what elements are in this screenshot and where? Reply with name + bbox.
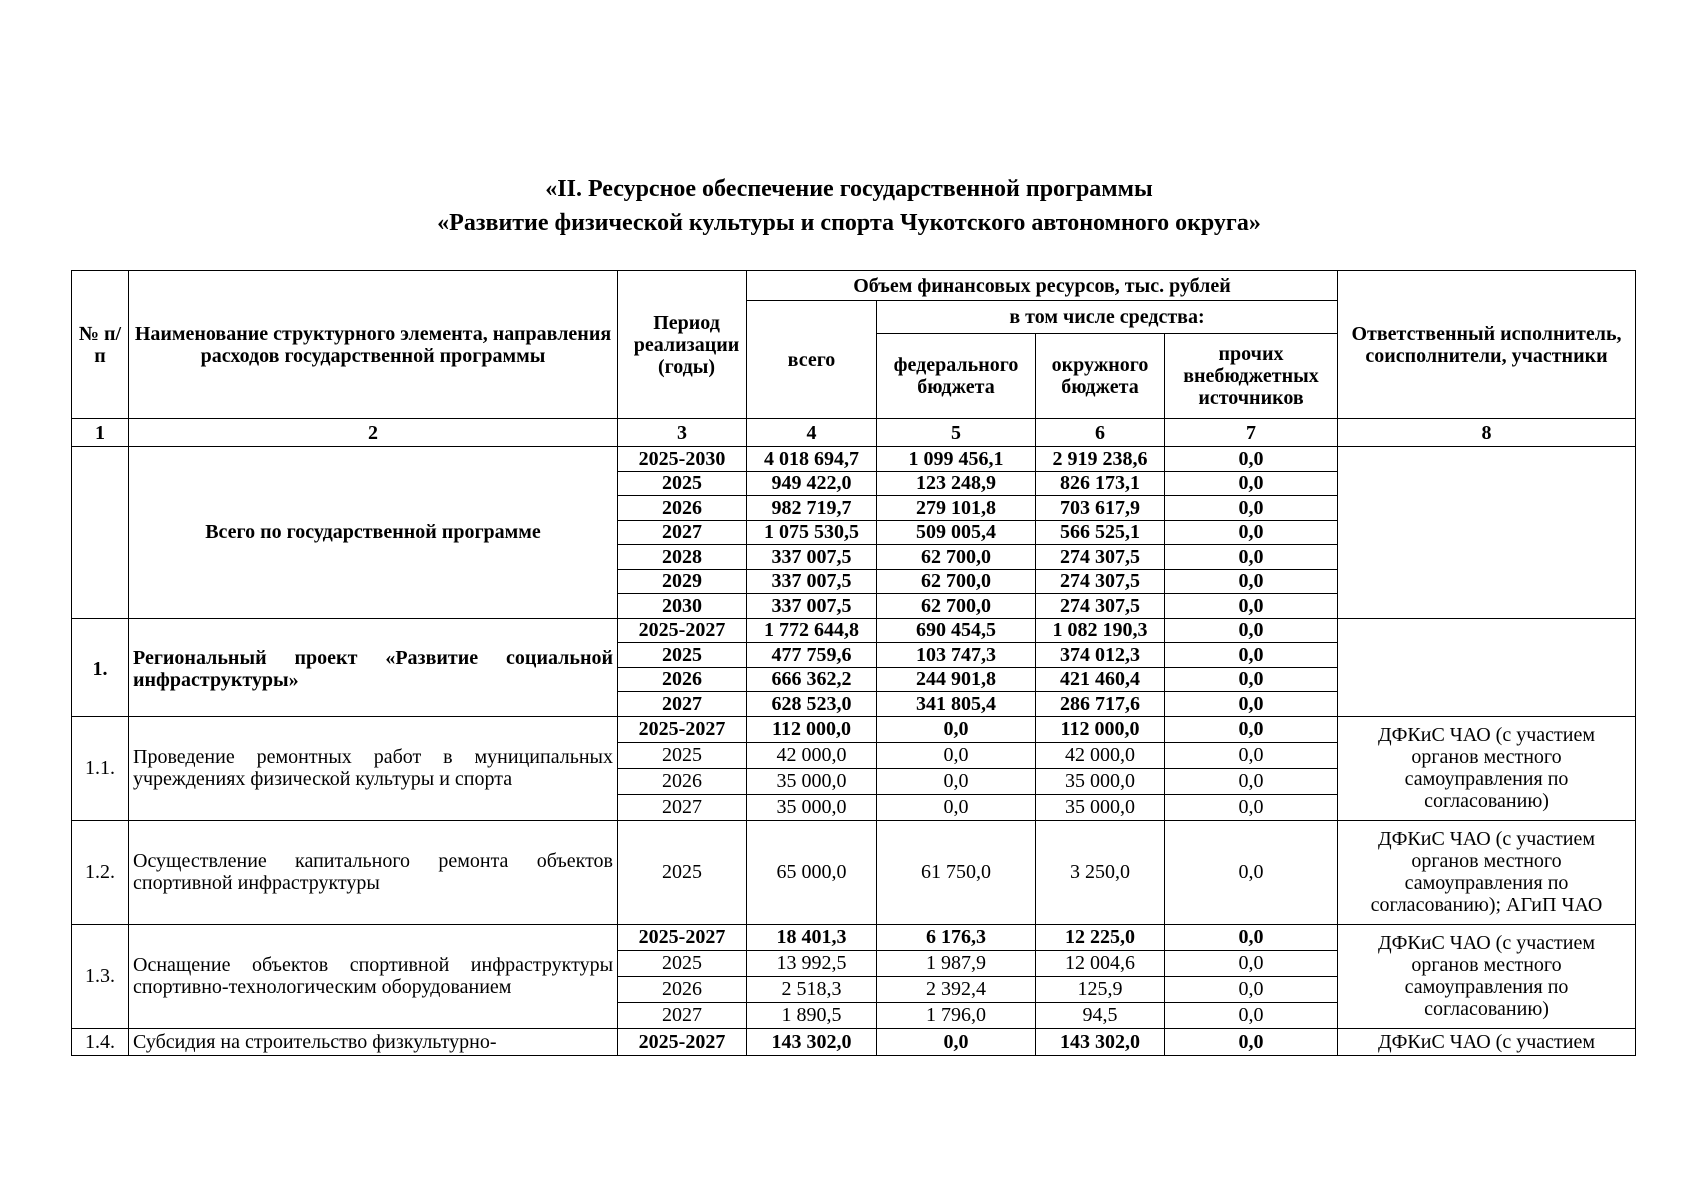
table-header [72,271,1636,447]
other-cell: 0,0 [1165,768,1338,794]
other-cell: 0,0 [1165,794,1338,820]
total-cell: 337 007,5 [747,569,877,594]
responsible-cell [1338,618,1636,716]
element-name: Субсидия на строительство физкультурно- [129,1028,618,1055]
period-cell: 2029 [618,569,747,594]
total-cell: 13 992,5 [747,950,877,976]
row-number: 1.2. [72,820,129,924]
total-cell: 628 523,0 [747,692,877,717]
district-cell: 143 302,0 [1036,1028,1165,1055]
district-cell: 12 225,0 [1036,924,1165,950]
other-cell: 0,0 [1165,594,1338,619]
col-number: 6 [1036,419,1165,447]
other-cell: 0,0 [1165,667,1338,692]
total-cell: 337 007,5 [747,594,877,619]
total-cell: 143 302,0 [747,1028,877,1055]
district-cell: 2 919 238,6 [1036,447,1165,472]
federal-cell: 1 099 456,1 [877,447,1036,472]
responsible-cell [1338,447,1636,619]
header-total: всего [747,301,877,419]
col-number: 2 [129,419,618,447]
element-name: Всего по государственной программе [129,447,618,619]
period-cell: 2027 [618,692,747,717]
district-cell: 12 004,6 [1036,950,1165,976]
period-cell: 2025-2027 [618,1028,747,1055]
federal-cell: 0,0 [877,794,1036,820]
other-cell: 0,0 [1165,618,1338,643]
other-cell: 0,0 [1165,924,1338,950]
header-volume: Объем финансовых ресурсов, тыс. рублей [747,271,1338,301]
federal-cell: 62 700,0 [877,594,1036,619]
other-cell: 0,0 [1165,545,1338,570]
col-number: 3 [618,419,747,447]
row-number: 1. [72,618,129,716]
district-cell: 703 617,9 [1036,496,1165,521]
other-cell: 0,0 [1165,643,1338,668]
element-name: Проведение ремонтных работ в муниципальных учреждениях физической культуры и спорта [129,716,618,820]
district-cell: 1 082 190,3 [1036,618,1165,643]
period-cell: 2025 [618,742,747,768]
table-row [72,716,1636,742]
federal-cell: 123 248,9 [877,471,1036,496]
federal-cell: 61 750,0 [877,820,1036,924]
total-cell: 982 719,7 [747,496,877,521]
header-federal: федерального бюджета [877,334,1036,419]
period-cell: 2025 [618,471,747,496]
total-cell: 4 018 694,7 [747,447,877,472]
document-title [0,172,1698,240]
district-cell: 286 717,6 [1036,692,1165,717]
row-number [72,447,129,619]
col-number: 1 [72,419,129,447]
total-cell: 1 075 530,5 [747,520,877,545]
period-cell: 2025-2030 [618,447,747,472]
header-district: окружного бюджета [1036,334,1165,419]
other-cell: 0,0 [1165,496,1338,521]
district-cell: 112 000,0 [1036,716,1165,742]
element-name: Региональный проект «Развитие социальной инфраструктуры» [129,618,618,716]
table-body [72,447,1636,1056]
period-cell: 2025 [618,820,747,924]
table-row [72,924,1636,950]
title-line-2: «Развитие физической культуры и спорта Чукотского автономного округа» [437,210,1261,236]
col-number: 4 [747,419,877,447]
period-cell: 2026 [618,976,747,1002]
federal-cell: 0,0 [877,768,1036,794]
period-cell: 2026 [618,496,747,521]
responsible-cell: ДФКиС ЧАО (с участием [1338,1028,1636,1055]
district-cell: 35 000,0 [1036,794,1165,820]
district-cell: 125,9 [1036,976,1165,1002]
element-name: Оснащение объектов спортивной инфраструктуры спортивно-технологическим оборудованием [129,924,618,1028]
other-cell: 0,0 [1165,1028,1338,1055]
federal-cell: 1 987,9 [877,950,1036,976]
period-cell: 2025 [618,950,747,976]
district-cell: 274 307,5 [1036,594,1165,619]
row-number: 1.1. [72,716,129,820]
period-cell: 2028 [618,545,747,570]
district-cell: 35 000,0 [1036,768,1165,794]
row-number: 1.3. [72,924,129,1028]
table-row [72,1028,1636,1055]
total-cell: 949 422,0 [747,471,877,496]
col-number: 5 [877,419,1036,447]
period-cell: 2027 [618,520,747,545]
district-cell: 826 173,1 [1036,471,1165,496]
header-other: прочих внебюджетных источников [1165,334,1338,419]
federal-cell: 6 176,3 [877,924,1036,950]
district-cell: 274 307,5 [1036,569,1165,594]
header-period [618,271,747,419]
header-incl: в том числе средства: [877,301,1338,334]
district-cell: 3 250,0 [1036,820,1165,924]
other-cell: 0,0 [1165,569,1338,594]
period-cell: 2025 [618,643,747,668]
total-cell: 1 890,5 [747,1002,877,1028]
federal-cell: 0,0 [877,716,1036,742]
period-cell: 2025-2027 [618,716,747,742]
other-cell: 0,0 [1165,1002,1338,1028]
federal-cell: 62 700,0 [877,545,1036,570]
total-cell: 18 401,3 [747,924,877,950]
total-cell: 35 000,0 [747,794,877,820]
other-cell: 0,0 [1165,471,1338,496]
federal-cell: 244 901,8 [877,667,1036,692]
header-responsible: Ответственный исполнитель, соисполнители, участники [1338,271,1636,419]
col-number: 7 [1165,419,1338,447]
other-cell: 0,0 [1165,520,1338,545]
other-cell: 0,0 [1165,692,1338,717]
district-cell: 94,5 [1036,1002,1165,1028]
period-cell: 2025-2027 [618,618,747,643]
total-cell: 35 000,0 [747,768,877,794]
total-cell: 666 362,2 [747,667,877,692]
other-cell: 0,0 [1165,742,1338,768]
district-cell: 421 460,4 [1036,667,1165,692]
total-cell: 1 772 644,8 [747,618,877,643]
period-cell: 2030 [618,594,747,619]
district-cell: 374 012,3 [1036,643,1165,668]
responsible-cell: ДФКиС ЧАО (с участием органов местного самоуправления по согласованию) [1338,716,1636,820]
federal-cell: 279 101,8 [877,496,1036,521]
other-cell: 0,0 [1165,716,1338,742]
total-cell: 477 759,6 [747,643,877,668]
header-num: № п/п [72,271,129,419]
table-row [72,820,1636,924]
total-cell: 2 518,3 [747,976,877,1002]
resource-table [71,270,1636,1056]
federal-cell: 2 392,4 [877,976,1036,1002]
federal-cell: 62 700,0 [877,569,1036,594]
total-cell: 42 000,0 [747,742,877,768]
other-cell: 0,0 [1165,820,1338,924]
element-name: Осуществление капитального ремонта объектов спортивной инфраструктуры [129,820,618,924]
district-cell: 42 000,0 [1036,742,1165,768]
responsible-cell: ДФКиС ЧАО (с участием органов местного самоуправления по согласованию); АГиП ЧАО [1338,820,1636,924]
federal-cell: 1 796,0 [877,1002,1036,1028]
district-cell: 566 525,1 [1036,520,1165,545]
period-cell: 2027 [618,1002,747,1028]
column-number-row [72,419,1636,447]
other-cell: 0,0 [1165,976,1338,1002]
federal-cell: 0,0 [877,742,1036,768]
federal-cell: 690 454,5 [877,618,1036,643]
other-cell: 0,0 [1165,950,1338,976]
federal-cell: 341 805,4 [877,692,1036,717]
total-cell: 65 000,0 [747,820,877,924]
period-cell: 2025-2027 [618,924,747,950]
table-row [72,618,1636,643]
total-cell: 337 007,5 [747,545,877,570]
federal-cell: 0,0 [877,1028,1036,1055]
period-cell: 2026 [618,768,747,794]
responsible-cell: ДФКиС ЧАО (с участием органов местного самоуправления по согласованию) [1338,924,1636,1028]
header-name: Наименование структурного элемента, направления расходов государственной программы [129,271,618,419]
period-cell: 2026 [618,667,747,692]
federal-cell: 509 005,4 [877,520,1036,545]
row-number: 1.4. [72,1028,129,1055]
other-cell: 0,0 [1165,447,1338,472]
header-period-text: Период реализации (годы) [633,311,740,378]
table-row [72,447,1636,472]
col-number: 8 [1338,419,1636,447]
district-cell: 274 307,5 [1036,545,1165,570]
period-cell: 2027 [618,794,747,820]
total-cell: 112 000,0 [747,716,877,742]
federal-cell: 103 747,3 [877,643,1036,668]
title-line-1: «II. Ресурсное обеспечение государственной программы [545,176,1153,202]
